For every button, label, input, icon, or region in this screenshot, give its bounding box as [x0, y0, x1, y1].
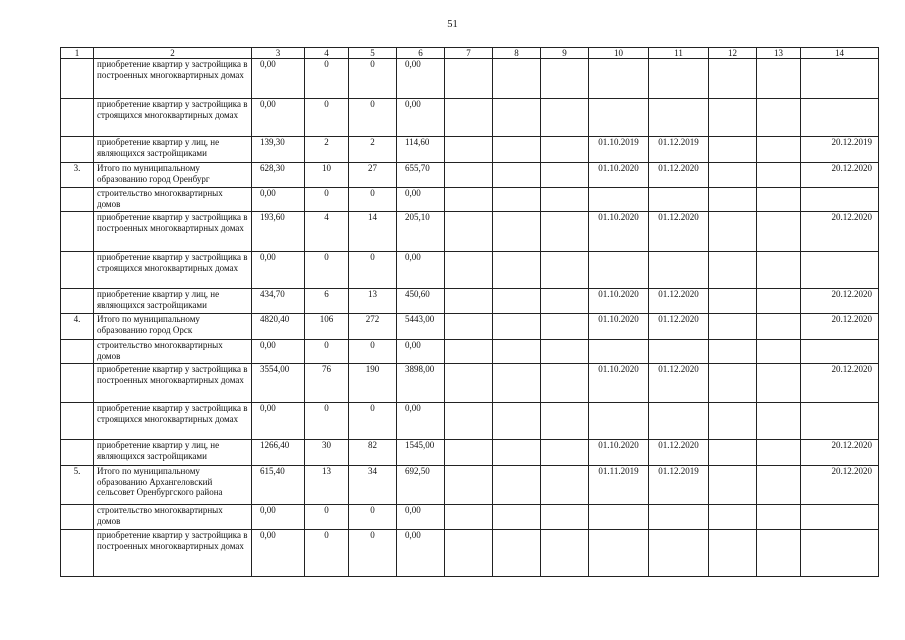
column-header: 13	[757, 48, 801, 59]
col3-cell: 139,30	[252, 137, 305, 163]
col13-cell	[757, 340, 801, 364]
col6-cell: 0,00	[397, 252, 445, 289]
col8-cell	[493, 505, 541, 530]
table-row	[61, 163, 879, 188]
col6-cell: 692,50	[397, 466, 445, 505]
col9-cell	[541, 99, 589, 137]
col3-cell: 3554,00	[252, 364, 305, 403]
table-row	[61, 59, 879, 99]
col3-cell: 0,00	[252, 505, 305, 530]
col4-cell: 6	[305, 289, 349, 314]
col7-cell	[445, 440, 493, 466]
row-name-cell: приобретение квартир у застройщика в построенных многоквартирных домах	[94, 364, 252, 403]
column-header: 6	[397, 48, 445, 59]
header-row	[61, 48, 879, 59]
col12-cell	[709, 364, 757, 403]
row-name-cell: приобретение квартир у лиц, не являющихся застройщиками	[94, 137, 252, 163]
col8-cell	[493, 188, 541, 212]
col8-cell	[493, 364, 541, 403]
col11-cell	[649, 530, 709, 577]
col11-cell: 01.12.2019	[649, 466, 709, 505]
row-name-cell: приобретение квартир у застройщика в построенных многоквартирных домах	[94, 212, 252, 252]
col9-cell	[541, 364, 589, 403]
col8-cell	[493, 212, 541, 252]
col13-cell	[757, 530, 801, 577]
col10-cell: 01.10.2020	[589, 314, 649, 340]
col8-cell	[493, 252, 541, 289]
col11-cell	[649, 252, 709, 289]
col10-cell: 01.10.2020	[589, 364, 649, 403]
col14-cell: 20.12.2020	[801, 314, 879, 340]
col13-cell	[757, 188, 801, 212]
col5-cell: 272	[349, 314, 397, 340]
col10-cell: 01.10.2020	[589, 163, 649, 188]
row-name-cell: приобретение квартир у застройщика в построенных многоквартирных домах	[94, 530, 252, 577]
column-header: 8	[493, 48, 541, 59]
column-header: 5	[349, 48, 397, 59]
col12-cell	[709, 466, 757, 505]
col3-cell: 615,40	[252, 466, 305, 505]
table-body	[61, 59, 879, 577]
row-number-cell: 3.	[61, 163, 94, 188]
col13-cell	[757, 289, 801, 314]
col11-cell	[649, 403, 709, 440]
row-number-cell	[61, 530, 94, 577]
col9-cell	[541, 340, 589, 364]
col11-cell: 01.12.2020	[649, 163, 709, 188]
col8-cell	[493, 403, 541, 440]
row-number-cell	[61, 188, 94, 212]
col5-cell: 0	[349, 99, 397, 137]
column-header: 3	[252, 48, 305, 59]
col7-cell	[445, 530, 493, 577]
row-number-cell	[61, 289, 94, 314]
col4-cell: 76	[305, 364, 349, 403]
col12-cell	[709, 403, 757, 440]
col6-cell: 1545,00	[397, 440, 445, 466]
col12-cell	[709, 530, 757, 577]
col4-cell: 10	[305, 163, 349, 188]
col11-cell	[649, 59, 709, 99]
col10-cell: 01.10.2019	[589, 137, 649, 163]
row-name-cell: строительство многоквартирных домов	[94, 188, 252, 212]
col13-cell	[757, 99, 801, 137]
col9-cell	[541, 137, 589, 163]
col5-cell: 0	[349, 505, 397, 530]
col4-cell: 0	[305, 99, 349, 137]
col6-cell: 450,60	[397, 289, 445, 314]
col13-cell	[757, 163, 801, 188]
column-header: 11	[649, 48, 709, 59]
table-row	[61, 252, 879, 289]
table-row	[61, 340, 879, 364]
col6-cell: 0,00	[397, 530, 445, 577]
col3-cell: 434,70	[252, 289, 305, 314]
col8-cell	[493, 466, 541, 505]
table-row	[61, 364, 879, 403]
col3-cell: 628,30	[252, 163, 305, 188]
col14-cell	[801, 530, 879, 577]
column-header: 1	[61, 48, 94, 59]
table-row	[61, 440, 879, 466]
col10-cell: 01.10.2020	[589, 289, 649, 314]
col9-cell	[541, 440, 589, 466]
col5-cell: 82	[349, 440, 397, 466]
col9-cell	[541, 530, 589, 577]
col14-cell	[801, 188, 879, 212]
col5-cell: 0	[349, 188, 397, 212]
col6-cell: 5443,00	[397, 314, 445, 340]
col5-cell: 2	[349, 137, 397, 163]
col7-cell	[445, 364, 493, 403]
col4-cell: 0	[305, 188, 349, 212]
col8-cell	[493, 530, 541, 577]
col12-cell	[709, 137, 757, 163]
col5-cell: 0	[349, 252, 397, 289]
col11-cell: 01.12.2020	[649, 212, 709, 252]
col14-cell: 20.12.2019	[801, 137, 879, 163]
col6-cell: 0,00	[397, 403, 445, 440]
col5-cell: 27	[349, 163, 397, 188]
col10-cell	[589, 252, 649, 289]
col7-cell	[445, 137, 493, 163]
col6-cell: 114,60	[397, 137, 445, 163]
col5-cell: 0	[349, 59, 397, 99]
page-number: 51	[447, 19, 458, 30]
row-name-cell: приобретение квартир у застройщика в построенных многоквартирных домах	[94, 59, 252, 99]
col14-cell	[801, 99, 879, 137]
column-header: 7	[445, 48, 493, 59]
col4-cell: 0	[305, 340, 349, 364]
col4-cell: 30	[305, 440, 349, 466]
row-name-cell: Итого по муниципальному образованию город Орск	[94, 314, 252, 340]
col10-cell	[589, 530, 649, 577]
col13-cell	[757, 364, 801, 403]
col8-cell	[493, 59, 541, 99]
row-number-cell	[61, 505, 94, 530]
col12-cell	[709, 59, 757, 99]
row-number-cell	[61, 212, 94, 252]
col13-cell	[757, 403, 801, 440]
col7-cell	[445, 212, 493, 252]
col7-cell	[445, 188, 493, 212]
col9-cell	[541, 403, 589, 440]
col14-cell: 20.12.2020	[801, 163, 879, 188]
col13-cell	[757, 440, 801, 466]
col6-cell: 3898,00	[397, 364, 445, 403]
col13-cell	[757, 466, 801, 505]
col11-cell	[649, 188, 709, 212]
row-name-cell: Итого по муниципальному образованию Архангеловский сельсовет Оренбургского района	[94, 466, 252, 505]
col14-cell: 20.12.2020	[801, 289, 879, 314]
column-header: 10	[589, 48, 649, 59]
col4-cell: 0	[305, 505, 349, 530]
col8-cell	[493, 440, 541, 466]
col12-cell	[709, 440, 757, 466]
col14-cell	[801, 505, 879, 530]
col4-cell: 0	[305, 59, 349, 99]
col9-cell	[541, 212, 589, 252]
col9-cell	[541, 163, 589, 188]
col9-cell	[541, 466, 589, 505]
col5-cell: 0	[349, 530, 397, 577]
col6-cell: 0,00	[397, 59, 445, 99]
col11-cell: 01.12.2019	[649, 137, 709, 163]
col9-cell	[541, 314, 589, 340]
col11-cell: 01.12.2020	[649, 314, 709, 340]
col9-cell	[541, 289, 589, 314]
col8-cell	[493, 137, 541, 163]
col3-cell: 0,00	[252, 188, 305, 212]
col14-cell	[801, 252, 879, 289]
col3-cell: 0,00	[252, 403, 305, 440]
col6-cell: 0,00	[397, 99, 445, 137]
col3-cell: 0,00	[252, 530, 305, 577]
col14-cell	[801, 403, 879, 440]
col11-cell	[649, 99, 709, 137]
table-row	[61, 505, 879, 530]
table-row	[61, 188, 879, 212]
row-number-cell	[61, 59, 94, 99]
col12-cell	[709, 212, 757, 252]
table-row	[61, 314, 879, 340]
col3-cell: 193,60	[252, 212, 305, 252]
col11-cell	[649, 505, 709, 530]
col7-cell	[445, 340, 493, 364]
table-row	[61, 403, 879, 440]
column-header: 12	[709, 48, 757, 59]
col13-cell	[757, 137, 801, 163]
row-name-cell: приобретение квартир у лиц, не являющихся застройщиками	[94, 289, 252, 314]
col10-cell	[589, 505, 649, 530]
col8-cell	[493, 340, 541, 364]
col12-cell	[709, 314, 757, 340]
col5-cell: 0	[349, 403, 397, 440]
col6-cell: 0,00	[397, 505, 445, 530]
col10-cell: 01.10.2020	[589, 212, 649, 252]
row-name-cell: Итого по муниципальному образованию город Оренбург	[94, 163, 252, 188]
table-row	[61, 212, 879, 252]
col14-cell	[801, 340, 879, 364]
col11-cell: 01.12.2020	[649, 289, 709, 314]
col10-cell	[589, 340, 649, 364]
col14-cell: 20.12.2020	[801, 364, 879, 403]
row-name-cell: приобретение квартир у лиц, не являющихся застройщиками	[94, 440, 252, 466]
col13-cell	[757, 252, 801, 289]
row-name-cell: приобретение квартир у застройщика в строящихся многоквартирных домах	[94, 252, 252, 289]
data-table	[60, 47, 879, 577]
col8-cell	[493, 314, 541, 340]
col10-cell	[589, 59, 649, 99]
column-header: 2	[94, 48, 252, 59]
row-name-cell: приобретение квартир у застройщика в строящихся многоквартирных домах	[94, 99, 252, 137]
col11-cell: 01.12.2020	[649, 440, 709, 466]
col10-cell	[589, 188, 649, 212]
col9-cell	[541, 505, 589, 530]
col5-cell: 13	[349, 289, 397, 314]
col9-cell	[541, 188, 589, 212]
col7-cell	[445, 289, 493, 314]
col7-cell	[445, 314, 493, 340]
col8-cell	[493, 289, 541, 314]
col8-cell	[493, 163, 541, 188]
row-name-cell: приобретение квартир у застройщика в строящихся многоквартирных домах	[94, 403, 252, 440]
col8-cell	[493, 99, 541, 137]
table-row	[61, 289, 879, 314]
col14-cell: 20.12.2020	[801, 212, 879, 252]
table-row	[61, 466, 879, 505]
column-header: 14	[801, 48, 879, 59]
col14-cell	[801, 59, 879, 99]
col12-cell	[709, 188, 757, 212]
col3-cell: 0,00	[252, 340, 305, 364]
col4-cell: 0	[305, 403, 349, 440]
col4-cell: 13	[305, 466, 349, 505]
col11-cell: 01.12.2020	[649, 364, 709, 403]
col12-cell	[709, 252, 757, 289]
col7-cell	[445, 505, 493, 530]
col11-cell	[649, 340, 709, 364]
row-number-cell	[61, 137, 94, 163]
col3-cell: 0,00	[252, 99, 305, 137]
col3-cell: 1266,40	[252, 440, 305, 466]
col7-cell	[445, 252, 493, 289]
col5-cell: 190	[349, 364, 397, 403]
row-number-cell	[61, 252, 94, 289]
col3-cell: 4820,40	[252, 314, 305, 340]
col3-cell: 0,00	[252, 252, 305, 289]
row-number-cell	[61, 99, 94, 137]
table-row	[61, 530, 879, 577]
col7-cell	[445, 466, 493, 505]
col6-cell: 655,70	[397, 163, 445, 188]
row-name-cell: строительство многоквартирных домов	[94, 340, 252, 364]
col13-cell	[757, 212, 801, 252]
row-number-cell	[61, 340, 94, 364]
column-header: 4	[305, 48, 349, 59]
col5-cell: 14	[349, 212, 397, 252]
row-number-cell: 4.	[61, 314, 94, 340]
col4-cell: 4	[305, 212, 349, 252]
col4-cell: 0	[305, 252, 349, 289]
column-header: 9	[541, 48, 589, 59]
col10-cell	[589, 403, 649, 440]
col4-cell: 106	[305, 314, 349, 340]
row-number-cell	[61, 364, 94, 403]
col14-cell: 20.12.2020	[801, 466, 879, 505]
row-number-cell: 5.	[61, 466, 94, 505]
col7-cell	[445, 403, 493, 440]
row-number-cell	[61, 403, 94, 440]
table-row	[61, 99, 879, 137]
col6-cell: 0,00	[397, 340, 445, 364]
col12-cell	[709, 340, 757, 364]
col5-cell: 0	[349, 340, 397, 364]
col12-cell	[709, 163, 757, 188]
col9-cell	[541, 59, 589, 99]
col5-cell: 34	[349, 466, 397, 505]
col3-cell: 0,00	[252, 59, 305, 99]
col4-cell: 2	[305, 137, 349, 163]
col7-cell	[445, 163, 493, 188]
row-number-cell	[61, 440, 94, 466]
col12-cell	[709, 505, 757, 530]
col7-cell	[445, 99, 493, 137]
col7-cell	[445, 59, 493, 99]
col10-cell: 01.10.2020	[589, 440, 649, 466]
col9-cell	[541, 252, 589, 289]
col14-cell: 20.12.2020	[801, 440, 879, 466]
col6-cell: 0,00	[397, 188, 445, 212]
col13-cell	[757, 314, 801, 340]
col13-cell	[757, 505, 801, 530]
row-name-cell: строительство многоквартирных домов	[94, 505, 252, 530]
col6-cell: 205,10	[397, 212, 445, 252]
col10-cell: 01.11.2019	[589, 466, 649, 505]
col10-cell	[589, 99, 649, 137]
col12-cell	[709, 99, 757, 137]
col4-cell: 0	[305, 530, 349, 577]
table-row	[61, 137, 879, 163]
col13-cell	[757, 59, 801, 99]
col12-cell	[709, 289, 757, 314]
